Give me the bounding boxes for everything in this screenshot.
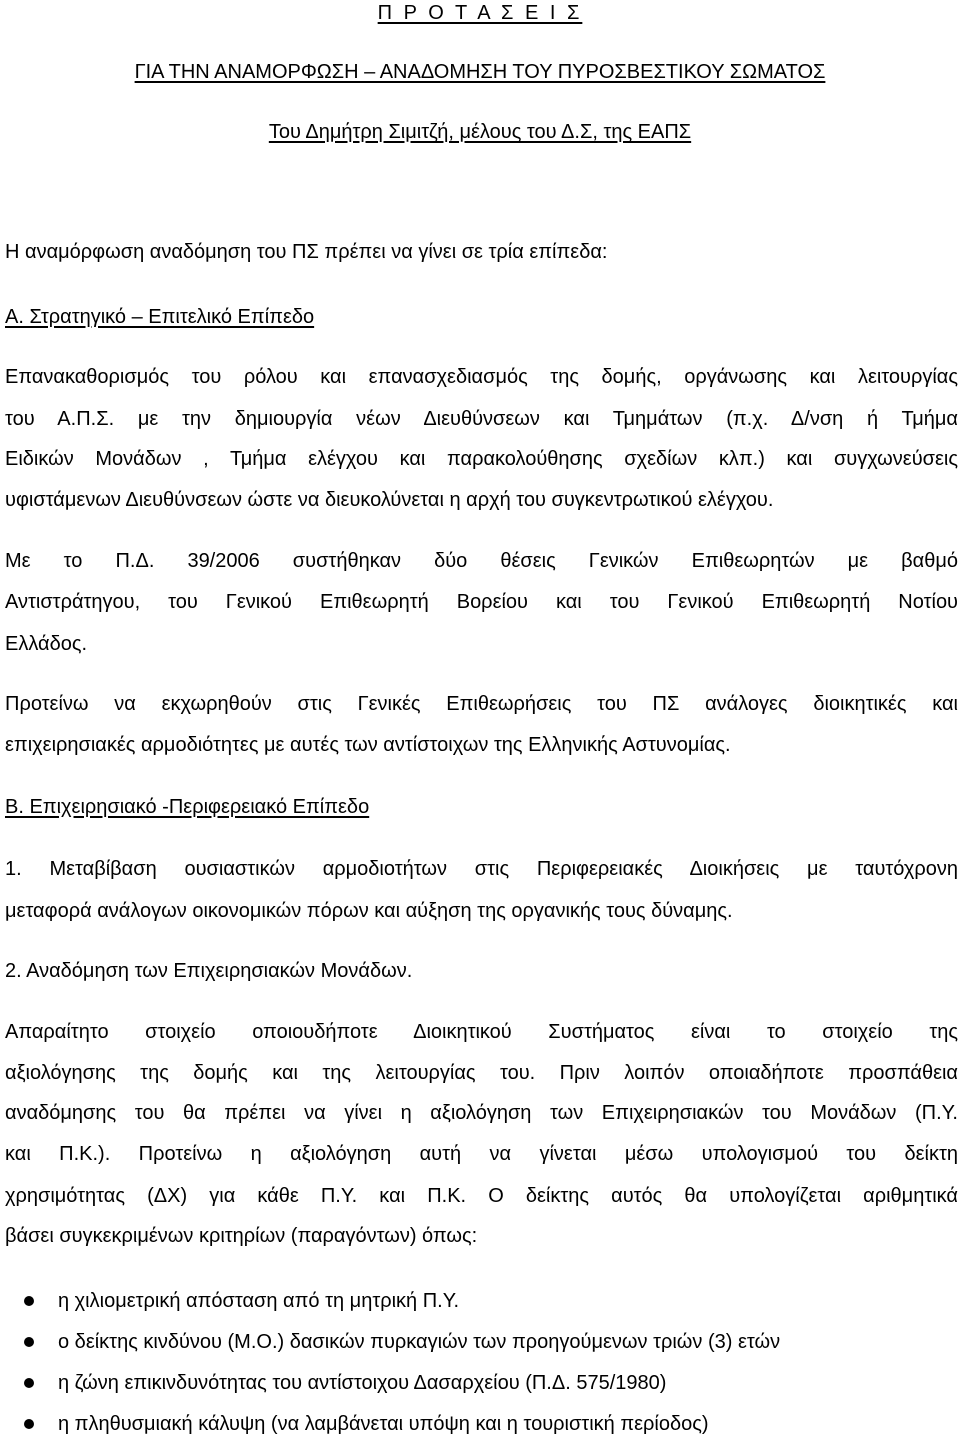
document-subtitle: ΓΙΑ ΤΗΝ ΑΝΑΜΟΡΦΩΣΗ – ΑΝΑΔΟΜΗΣΗ ΤΟΥ ΠΥΡΟΣΒΕΣΤΙΚΟΥ ΣΩΜΑΤΟΣ <box>134 61 826 83</box>
section-a-heading: Α. Στρατηγικό – Επιτελικό Επίπεδο <box>5 306 315 328</box>
paragraph-line: Προτείνω να εκχωρηθούν στις Γενικές Επιθεωρήσεις του ΠΣ ανάλογες διοικητικές και <box>5 693 958 715</box>
document-author: Του Δημήτρη Σιμιτζή, μέλους του Δ.Σ, της ΕΑΠΣ <box>268 121 692 143</box>
bullet-item: η πληθυσμιακή κάλυψη (να λαμβάνεται υπόψη και η τουριστική περίοδος) <box>58 1413 709 1435</box>
bullet-icon <box>24 1419 34 1429</box>
paragraph-line: υφιστάμενων Διευθύνσεων ώστε να διευκολύνεται η αρχή του συγκεντρωτικού ελέγχου. <box>5 489 774 511</box>
paragraph-line: Ειδικών Μονάδων , Τμήμα ελέγχου και παρακολούθησης σχεδίων κλπ.) και συγχωνεύσεις <box>5 448 958 470</box>
bullet-icon <box>24 1378 34 1388</box>
paragraph-line: Απαραίτητο στοιχείο οποιουδήποτε Διοικητικού Συστήματος είναι το στοιχείο της <box>5 1021 958 1043</box>
bullet-icon <box>24 1296 34 1306</box>
bullet-item: η χιλιομετρική απόσταση από τη μητρική Π.Υ. <box>58 1290 460 1312</box>
section-b-heading: Β. Επιχειρησιακό -Περιφερειακό Επίπεδο <box>5 796 370 818</box>
paragraph-line: αναδόμησης του θα πρέπει να γίνει η αξιολόγηση των Επιχειρησιακών του Μονάδων (Π.Υ. <box>5 1102 958 1124</box>
paragraph-line: βάσει συγκεκριμένων κριτηρίων (παραγόντων) όπως: <box>5 1225 478 1247</box>
paragraph-line: του Α.Π.Σ. με την δημιουργία νέων Διευθύνσεων και Τμημάτων (π.χ. Δ/νση ή Τμήμα <box>5 408 958 430</box>
paragraph-line: Επανακαθορισμός του ρόλου και επανασχεδιασμός της δομής, οργάνωσης και λειτουργίας <box>5 366 958 388</box>
bullet-icon <box>24 1337 34 1347</box>
paragraph-line: Ελλάδος. <box>5 633 88 655</box>
numbered-item: 2. Αναδόμηση των Επιχειρησιακών Μονάδων. <box>5 960 413 982</box>
paragraph-line: επιχειρησιακές αρμοδιότητες με αυτές των αντίστοιχων της Ελληνικής Αστυνομίας. <box>5 734 731 756</box>
paragraph-line: αξιολόγησης της δομής και της λειτουργίας του. Πριν λοιπόν οποιαδήποτε προσπάθεια <box>5 1062 958 1084</box>
intro-text: Η αναμόρφωση αναδόμηση του ΠΣ πρέπει να γίνει σε τρία επίπεδα: <box>5 241 608 263</box>
bullet-item: η ζώνη επικινδυνότητας του αντίστοιχου Δασαρχείου (Π.Δ. 575/1980) <box>58 1372 667 1394</box>
document-title: Π Ρ Ο Τ Α Σ Ε Ι Σ <box>377 2 583 24</box>
bullet-item: ο δείκτης κινδύνου (Μ.Ο.) δασικών πυρκαγιών των προηγούμενων τριών (3) ετών <box>58 1331 781 1353</box>
paragraph-line: χρησιμότητας (ΔΧ) για κάθε Π.Υ. και Π.Κ. Ο δείκτης αυτός θα υπολογίζεται αριθμητικά <box>5 1185 958 1207</box>
paragraph-line: Με το Π.Δ. 39/2006 συστήθηκαν δύο θέσεις Γενικών Επιθεωρητών με βαθμό <box>5 550 958 572</box>
paragraph-line: και Π.Κ.). Προτείνω η αξιολόγηση αυτή να γίνεται μέσω υπολογισμού του δείκτη <box>5 1143 958 1165</box>
numbered-item-line: 1. Μεταβίβαση ουσιαστικών αρμοδιοτήτων στις Περιφερειακές Διοικήσεις με ταυτόχρονη <box>5 858 958 880</box>
numbered-item-line: μεταφορά ανάλογων οικονομικών πόρων και αύξηση της οργανικής τους δύναμης. <box>5 900 733 922</box>
paragraph-line: Αντιστράτηγου, του Γενικού Επιθεωρητή Βορείου και του Γενικού Επιθεωρητή Νοτίου <box>5 591 958 613</box>
